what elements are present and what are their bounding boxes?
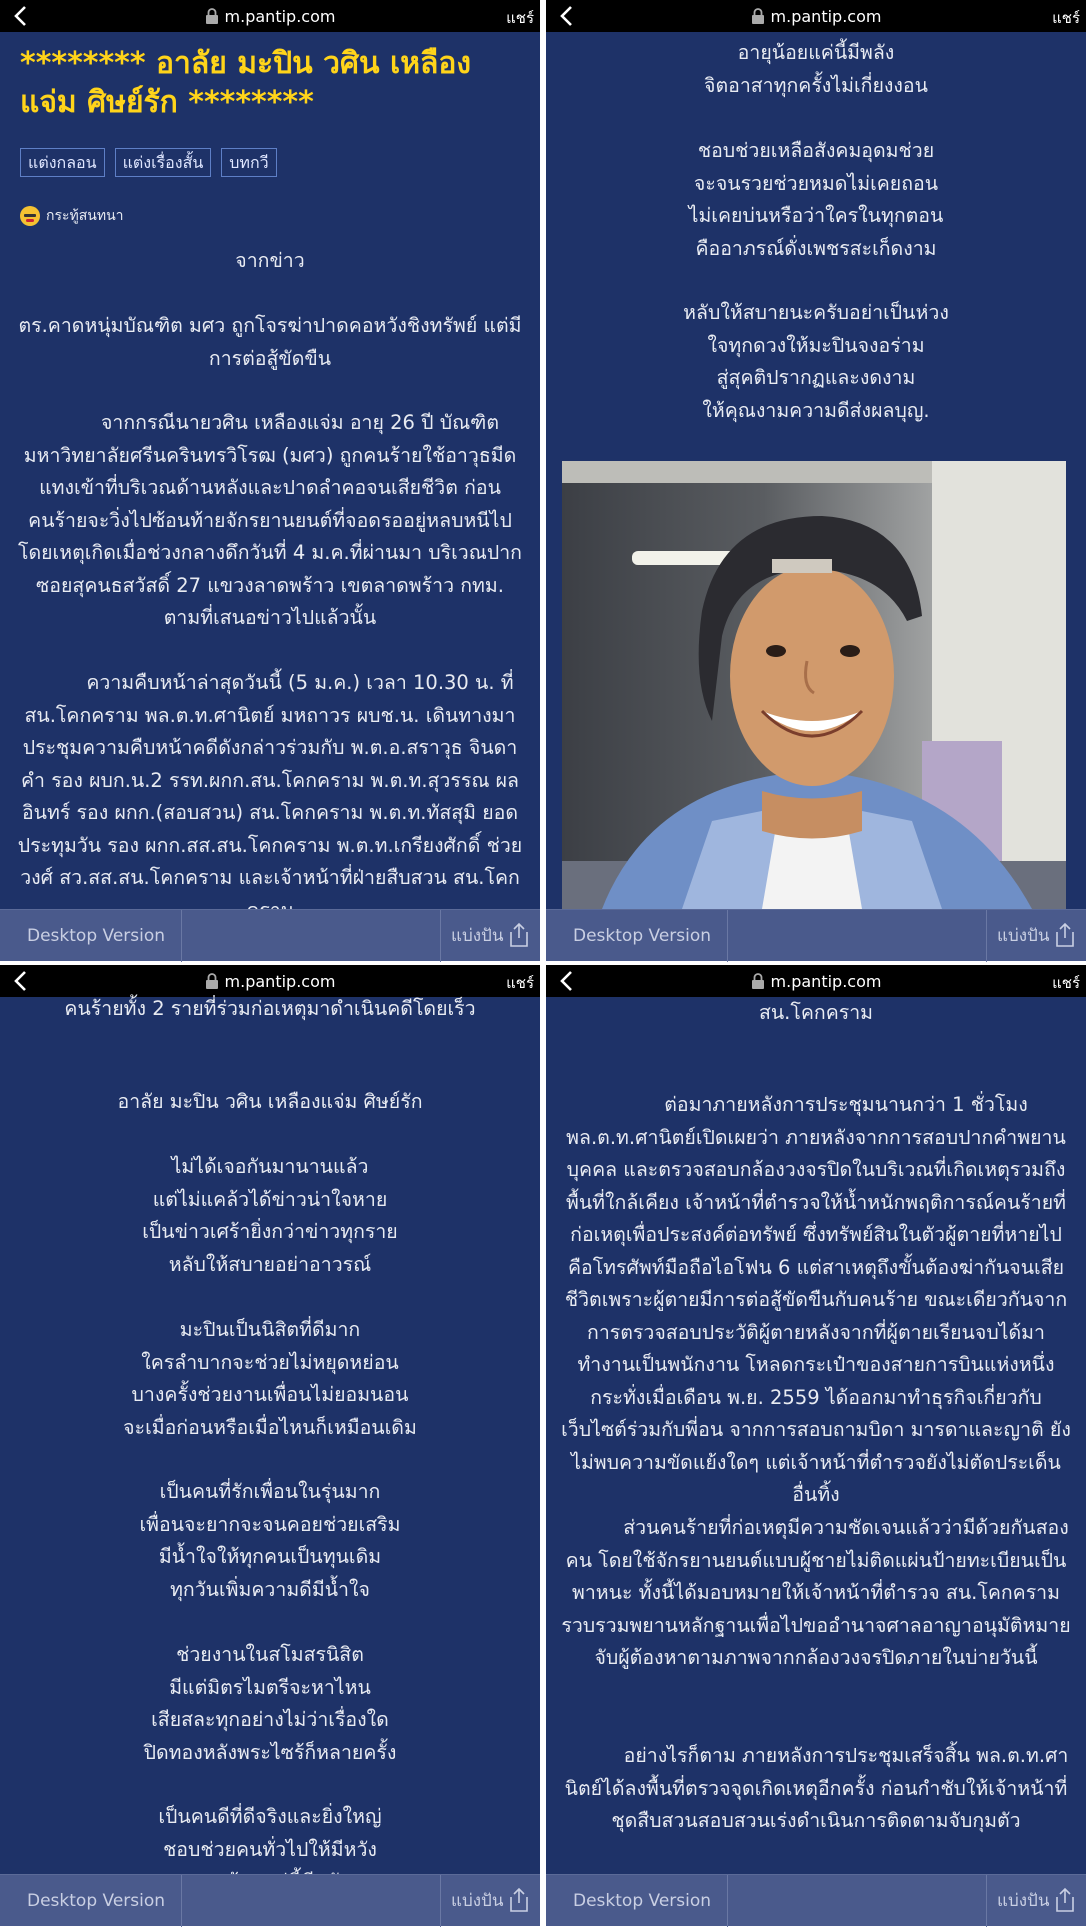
url-text[interactable]: m.pantip.com bbox=[770, 6, 882, 26]
poem-line: แต่ไม่แคล้วได้ข่าวน่าใจหาย bbox=[152, 1187, 388, 1211]
poem-line: ไม่ได้เจอกันมานานแล้ว bbox=[171, 1155, 369, 1178]
poem-line: ใครลำบากจะช่วยไม่หยุดหย่อน bbox=[141, 1350, 399, 1374]
poem-stanza bbox=[15, 1314, 525, 1444]
share-bottom-button[interactable] bbox=[440, 1875, 540, 1927]
desktop-version-button[interactable]: Desktop Version bbox=[546, 910, 728, 962]
tag-list bbox=[20, 148, 277, 177]
desktop-version-button[interactable]: Desktop Version bbox=[0, 1875, 182, 1927]
news-text-line: สน.โคกคราม bbox=[758, 1001, 874, 1024]
poem-stanza bbox=[15, 1476, 525, 1606]
browser-top-bar bbox=[546, 965, 1086, 997]
back-arrow-icon[interactable] bbox=[556, 969, 580, 993]
browser-top-bar bbox=[546, 0, 1086, 32]
share-bottom-button[interactable] bbox=[440, 910, 540, 962]
poem-line: อายุน้อยแค่นี้มีพลัง bbox=[737, 41, 895, 64]
share-icon bbox=[508, 1887, 530, 1913]
share-bottom-label: แบ่งปัน bbox=[997, 1891, 1050, 1911]
share-bottom-button[interactable] bbox=[986, 910, 1086, 962]
poem-title: อาลัย มะปิน วศิน เหลืองแจ่ม ศิษย์รัก bbox=[117, 1090, 423, 1113]
emoji-avatar-icon bbox=[20, 206, 40, 226]
poem-line: บางครั้งช่วยงานเพื่อนไม่ยอมนอน bbox=[131, 1383, 409, 1406]
lock-icon bbox=[751, 973, 765, 989]
news-paragraph: ความคืบหน้าล่าสุดวันนี้ (5 ม.ค.) เวลา 10.30 น. ที่ สน.โคกคราม พล.ต.ท.ศานิตย์ มหถาวร ผบช.น. เดินทางมาประชุมความคืบหน้าคดีดังกล่าวร่วมกับ พ.ต.อ.สราวุธ จินดาคำ รอง ผบก.น.2 รรท.ผกก.สน.โคกคราม พ.ต.ท.สุวรรณ ผลอินทร์ รอง ผกก.(สอบสวน) สน.โคกคราม พ.ต.ท.ทัสสุมิ ยอดประทุมวัน รอง ผกก.สส.สน.โคกคราม พ.ต.ท.เกรียงศักดิ์ ช่วยวงศ์ สว.สส.สน.โคกคราม และเจ้าหน้าที่ฝ่ายสืบสวน สน.โคก bbox=[17, 671, 523, 889]
poem-line: ชอบช่วยคนทั่วไปให้มีหวัง bbox=[163, 1837, 377, 1861]
poem-line: เพื่อนจะยากจะจนคอยช่วยเสริม bbox=[139, 1512, 401, 1536]
back-arrow-icon[interactable] bbox=[10, 4, 34, 28]
poem-line: คืออาภรณ์ดั่งเพชรสะเก็ดงาม bbox=[695, 236, 937, 260]
bottom-bar bbox=[0, 1874, 540, 1926]
post-type-label: กระทู้สนทนา bbox=[46, 208, 124, 224]
poem-line: ช่วยงานในสโมสรนิสิต bbox=[176, 1643, 364, 1666]
poem-line: เป็นคนดีที่ดีจริงและยิ่งใหญ่ bbox=[158, 1805, 382, 1828]
poem-line: หลับให้สบายนะครับอย่าเป็นห่วง bbox=[683, 301, 949, 324]
poem-line: ไม่เคยบ่นหรือว่าใครในทุกตอน bbox=[688, 204, 944, 227]
poem-stanza bbox=[561, 135, 1071, 265]
poem-line: มะปินเป็นนิสิตที่ดีมาก bbox=[179, 1318, 361, 1341]
poem-stanza bbox=[561, 297, 1071, 427]
portrait-photo bbox=[562, 461, 1066, 909]
bottom-bar bbox=[0, 909, 540, 961]
poem-line: มีแต่มิตรไมตรีจะหาไหน bbox=[169, 1675, 371, 1699]
poem-line: เสียสละทุกอย่างไม่ว่าเรื่องใด bbox=[151, 1708, 389, 1731]
share-icon bbox=[1054, 1887, 1076, 1913]
poem-line: เป็นคนที่รักเพื่อนในรุ่นมาก bbox=[159, 1480, 381, 1503]
post-title: ******** อาลัย มะปิน วศิน เหลืองแจ่ม ศิษย์รัก ******** bbox=[20, 46, 472, 120]
share-button[interactable]: แชร์ bbox=[1052, 974, 1080, 992]
url-text[interactable]: m.pantip.com bbox=[224, 6, 336, 26]
tag-item[interactable]: แต่งเรื่องสั้น bbox=[115, 148, 212, 177]
poem-line: หลับให้สบายอย่าอาวรณ์ bbox=[168, 1252, 372, 1276]
poem-line: ชอบช่วยเหลือสังคมอุดมช่วย bbox=[697, 139, 935, 162]
poem-stanza bbox=[15, 1639, 525, 1769]
page-content bbox=[0, 997, 540, 1874]
screenshot-panel-2 bbox=[546, 0, 1086, 961]
share-icon bbox=[1054, 922, 1076, 948]
news-paragraph: ส่วนคนร้ายที่ก่อเหตุมีความชัดเจนแล้วว่ามีด้วยกันสองคน โดยใช้จักรยานยนต์แบบผู้ชายไม่ติดแผ่นป้ายทะเบียนเป็นพาหนะ ทั้งนี้ได้มอบหมายให้เจ้าหน้าที่ตำรวจ สน.โคกคราม รวบรวมพยานหลักฐานเพื่อไปขออำนาจศาลอาญาอนุมัติหมายจับผู้ต้องหาตามภาพจากกล้องวงจรปิดภายในบ่ายวันนี้ bbox=[561, 1516, 1071, 1669]
share-button[interactable]: แชร์ bbox=[506, 974, 534, 992]
lock-icon bbox=[751, 8, 765, 24]
poem-line: สู่สุคติปรากฏและงดงาม bbox=[716, 366, 916, 389]
news-text-line: คนร้ายทั้ง 2 รายที่ร่วมก่อเหตุมาดำเนินคดีโดยเร็ว bbox=[64, 997, 476, 1020]
lock-icon bbox=[205, 8, 219, 24]
poem-stanza bbox=[15, 1151, 525, 1281]
poem-line: ทุกวันเพิ่มความดีมีน้ำใจ bbox=[170, 1577, 370, 1601]
poem-line: ใจทุกดวงให้มะปินจงอร่าม bbox=[707, 333, 925, 357]
news-headline: ตร.คาดหนุ่มบัณฑิต มศว ถูกโจรฆ่าปาดคอหวังชิงทรัพย์ แต่มีการต่อสู้ขัดขืน bbox=[18, 314, 522, 370]
share-button[interactable]: แชร์ bbox=[506, 9, 534, 27]
share-bottom-label: แบ่งปัน bbox=[997, 926, 1050, 946]
desktop-version-button[interactable]: Desktop Version bbox=[0, 910, 182, 962]
page-content bbox=[546, 997, 1086, 1874]
tag-item[interactable]: บทกวี bbox=[221, 148, 276, 177]
news-paragraph: จากกรณีนายวศิน เหลืองแจ่ม อายุ 26 ปี บัณฑิตมหาวิทยาลัยศรีนครินทรวิโรฒ (มศว) ถูกคนร้ายใช้อาวุธมีดแทงเข้าที่บริเวณด้านหลังและปาดลำคอจนเสียชีวิต ก่อนคนร้ายจะวิ่งไปซ้อนท้ายจักรยานยนต์ที่จอดรออยู่หลบหนีไป โดยเหตุเกิดเมื่อช่วงกลางดึกวันที่ 4 ม.ค.ที่ผ่านมา บริเวณปากซอยสุคนธสวัสดิ์ 27 แขวงลาดพร้าว เขตลาดพร้าว กทม. ตามที่เสนอข่าวไปแล้วนั้น bbox=[17, 411, 522, 629]
tag-item[interactable]: แต่งกลอน bbox=[20, 148, 105, 177]
back-arrow-icon[interactable] bbox=[10, 969, 34, 993]
from-news-label: จากข่าว bbox=[235, 249, 305, 272]
share-button[interactable]: แชร์ bbox=[1052, 9, 1080, 27]
news-paragraph: อย่างไรก็ตาม ภายหลังการประชุมเสร็จสิ้น พล.ต.ท.ศานิตย์ได้ลงพื้นที่ตรวจจุดเกิดเหตุอีกครั้ง ก่อนกำชับให้เจ้าหน้าที่ชุดสืบสวนสอบสวนเร่งดำเนินการติดตามจับกุมตัว bbox=[564, 1744, 1069, 1832]
share-bottom-button[interactable] bbox=[986, 1875, 1086, 1927]
poem-line: มีน้ำใจให้ทุกคนเป็นทุนเดิม bbox=[158, 1545, 382, 1568]
share-icon bbox=[508, 922, 530, 948]
poem-stanza bbox=[561, 37, 1071, 102]
lock-icon bbox=[205, 973, 219, 989]
page-content bbox=[0, 32, 540, 909]
poem-line: จะเมื่อก่อนหรือเมื่อไหนก็เหมือนเดิม bbox=[123, 1415, 417, 1439]
news-paragraph: ต่อมาภายหลังการประชุมนานกว่า 1 ชั่วโมง พล.ต.ท.ศานิตย์เปิดเผยว่า ภายหลังจากการสอบปากคำพยานบุคคล และตรวจสอบกล้องวงจรปิดในบริเวณที่เกิดเหตุรวมถึงพื้นที่ใกล้เคียง เจ้าหน้าที่ตำรวจให้น้ำหนักพฤติการณ์คนร้ายที่ก่อเหตุเพื่อประสงค์ต่อทรัพย์ ซึ่งทรัพย์สินในตัวผู้ตายที่หายไปคือโทรศัพท์มือถือไอโฟน 6 แต่สาเหตุถึงขั้นต้องฆ่ากันจนเสียชีวิตเพราะผู้ตายมีการต่อสู้ขัดขืนกับคนร้าย ขณะเดียวกันจากการตรวจสอบประวัติผู้ตายหลังจากที่ผู้ตายเรียนจบได้มาทำงานเป็นพนักงาน โหลดกระเป๋าของสายการบินแห่งหนึ่ง กระทั่งเมื่อเดือน พ.ย. 2559 ได้ออกมาทำธุรกิจเกี่ยวกับเว็บไซต์ร่วมกับพี่อน จากการสอบถามบิดา มารดาและญาติ ยังไม่พบความขัดแย้งใดๆ แต่เจ้าหน้าที่ตำรวจยังไม่ตัดประเด็นอื่นทิ้ง bbox=[561, 1093, 1071, 1506]
post-type bbox=[20, 200, 124, 233]
desktop-version-button[interactable]: Desktop Version bbox=[546, 1875, 728, 1927]
bottom-bar bbox=[546, 1874, 1086, 1926]
url-text[interactable]: m.pantip.com bbox=[770, 971, 882, 991]
screenshot-panel-3 bbox=[0, 965, 540, 1926]
back-arrow-icon[interactable] bbox=[556, 4, 580, 28]
share-bottom-label: แบ่งปัน bbox=[451, 1891, 504, 1911]
page-content bbox=[546, 32, 1086, 909]
poem-line: จะจนรวยช่วยหมดไม่เคยถอน bbox=[693, 171, 939, 195]
poem-line: ปิดทองหลังพระไซร้ก็หลายครั้ง bbox=[143, 1740, 397, 1764]
poem-line: ให้คุณงามความดีส่งผลบุญ. bbox=[702, 398, 930, 422]
browser-top-bar bbox=[0, 0, 540, 32]
bottom-bar bbox=[546, 909, 1086, 961]
screenshot-panel-1 bbox=[0, 0, 540, 961]
url-text[interactable]: m.pantip.com bbox=[224, 971, 336, 991]
screenshot-panel-4 bbox=[546, 965, 1086, 1926]
share-bottom-label: แบ่งปัน bbox=[451, 926, 504, 946]
poem-line: จิตอาสาทุกครั้งไม่เกี่ยงงอน bbox=[704, 73, 928, 97]
poem-line: เป็นข่าวเศร้ายิ่งกว่าข่าวทุกราย bbox=[142, 1220, 398, 1243]
